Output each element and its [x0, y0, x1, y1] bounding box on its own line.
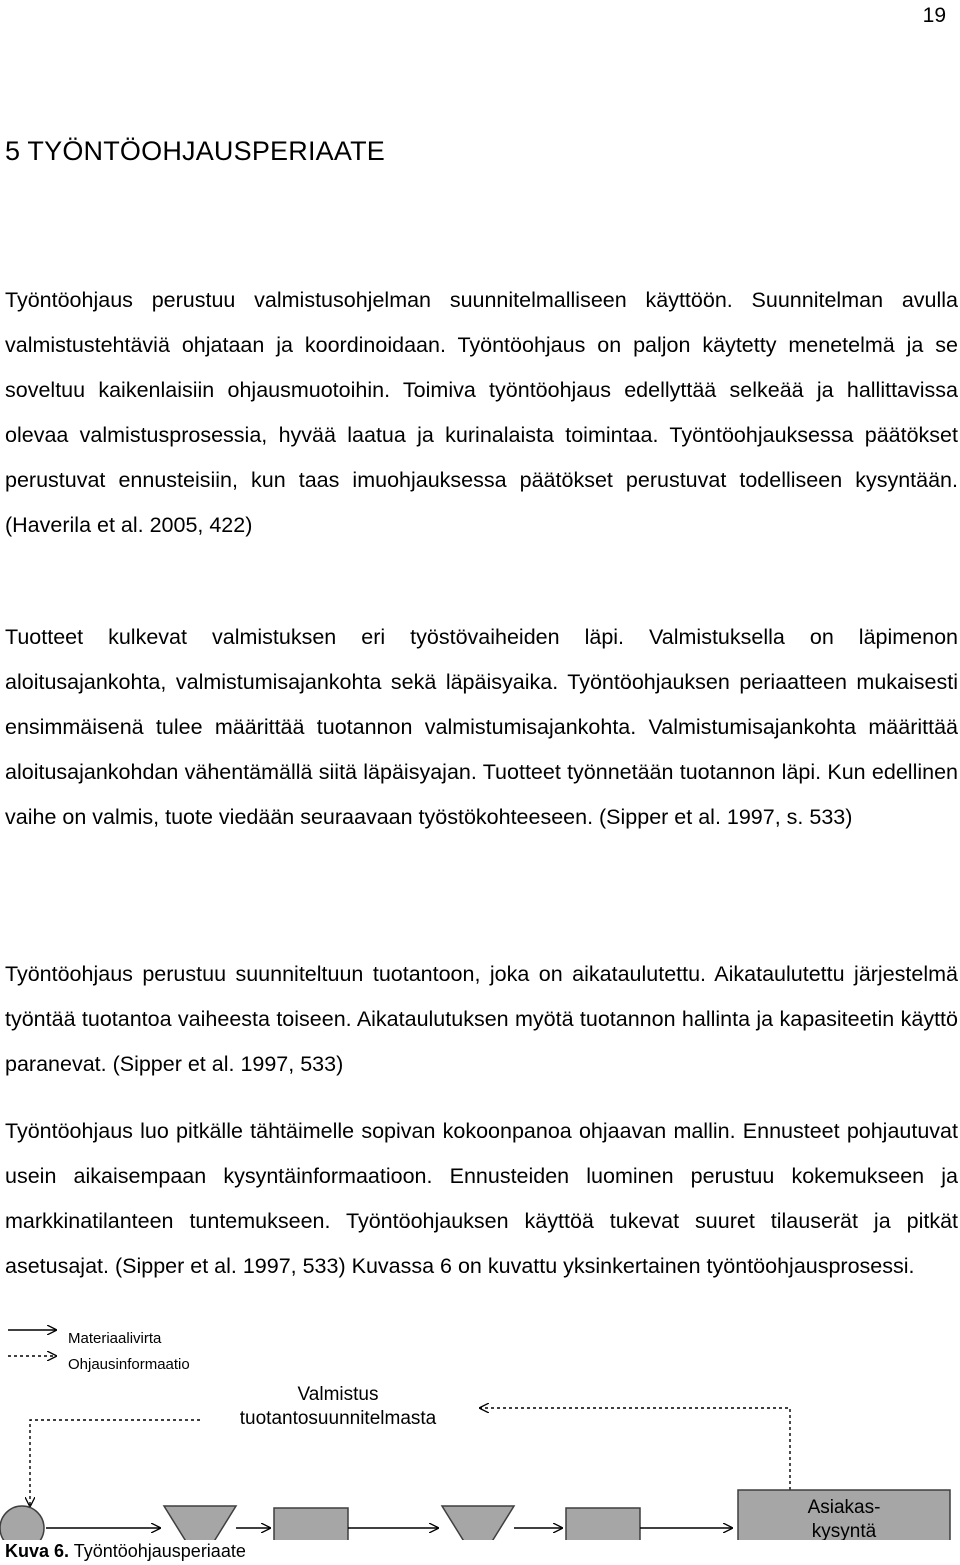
push-control-figure	[0, 1320, 960, 1540]
legend-control-info: Ohjausinformaatio	[68, 1356, 190, 1373]
caption-text: Työntöohjausperiaate	[73, 1541, 246, 1561]
demand-label-line1: Asiakas-	[807, 1497, 881, 1518]
paragraph-2: Tuotteet kulkevat valmistuksen eri työstövaiheiden läpi. Valmistuksella on läpimenon aloitusajankohta, valmistumisajankohta sekä läpäisyaika. Työntöohjauksen periaatteen mukaisesti ensimmäisenä tulee määrittää tuotannon valmistumisajankohta. Valmistumisajankohta määrittää aloitusajankohdan vähentämällä siitä läpäisyajan. Tuotteet työnnetään tuotannon läpi. Kun edellinen vaihe on valmis, tuote viedään seuraavaan työstökohteeseen. (Sipper et al. 1997, s. 533)	[5, 625, 958, 829]
stage-triangle-1	[164, 1506, 236, 1540]
demand-label-line2: kysyntä	[811, 1521, 877, 1540]
plan-label-line1: Valmistus	[297, 1384, 379, 1405]
process-flow	[0, 1490, 950, 1540]
page-number: 19	[922, 4, 946, 27]
paragraph-1: Työntöohjaus perustuu valmistusohjelman suunnitelmalliseen käyttöön. Suunnitelman avulla valmistustehtäviä ohjataan ja koordinoidaan. Työntöohjaus on paljon käytetty menetelmä ja se soveltuu kaikenlaisiin ohjausmuotoihin. Toimiva työntöohjaus edellyttää selkeää ja hallittavissa olevaa valmistusprosessia, hyvää laatua ja kurinalaista toimintaa. Työntöohjauksessa päätökset perustuvat ennusteisiin, kun taas imuohjauksessa päätökset perustuvat todelliseen kysyntään. (Haverila et al. 2005, 422)	[5, 288, 958, 537]
work-center-2	[566, 1508, 640, 1540]
caption-label: Kuva 6.	[5, 1541, 70, 1561]
figure-caption	[5, 1541, 246, 1562]
paragraph-3: Työntöohjaus perustuu suunniteltuun tuotantoon, joka on aikataulutettu. Aikataulutettu järjestelmä työntää tuotantoa vaiheesta toiseen. Aikataulutuksen myötä tuotannon hallinta ja kapasiteetin käyttö paranevat. (Sipper et al. 1997, 533)	[5, 962, 958, 1076]
paragraph-4: Työntöohjaus luo pitkälle tähtäimelle sopivan kokoonpanoa ohjaavan mallin. Ennusteet pohjautuvat usein aikaisempaan kysyntäinformaatioon. Ennusteiden luominen perustuu kokemukseen ja markkinatilanteen tuntemukseen. Työntöohjauksen käyttöä tukevat suuret tilauserät ja pitkät asetusajat. (Sipper et al. 1997, 533) Kuvassa 6 on kuvattu yksinkertainen työntöohjausprosessi.	[5, 1119, 958, 1278]
stage-triangle-2	[442, 1506, 514, 1540]
work-center-1	[274, 1508, 348, 1540]
chapter-heading: 5 TYÖNTÖOHJAUSPERIAATE	[5, 136, 385, 166]
legend-material-flow: Materiaalivirta	[68, 1330, 162, 1347]
plan-label-line2: tuotantosuunnitelmasta	[239, 1408, 437, 1429]
storage-circle	[0, 1506, 44, 1540]
legend	[8, 1330, 190, 1373]
